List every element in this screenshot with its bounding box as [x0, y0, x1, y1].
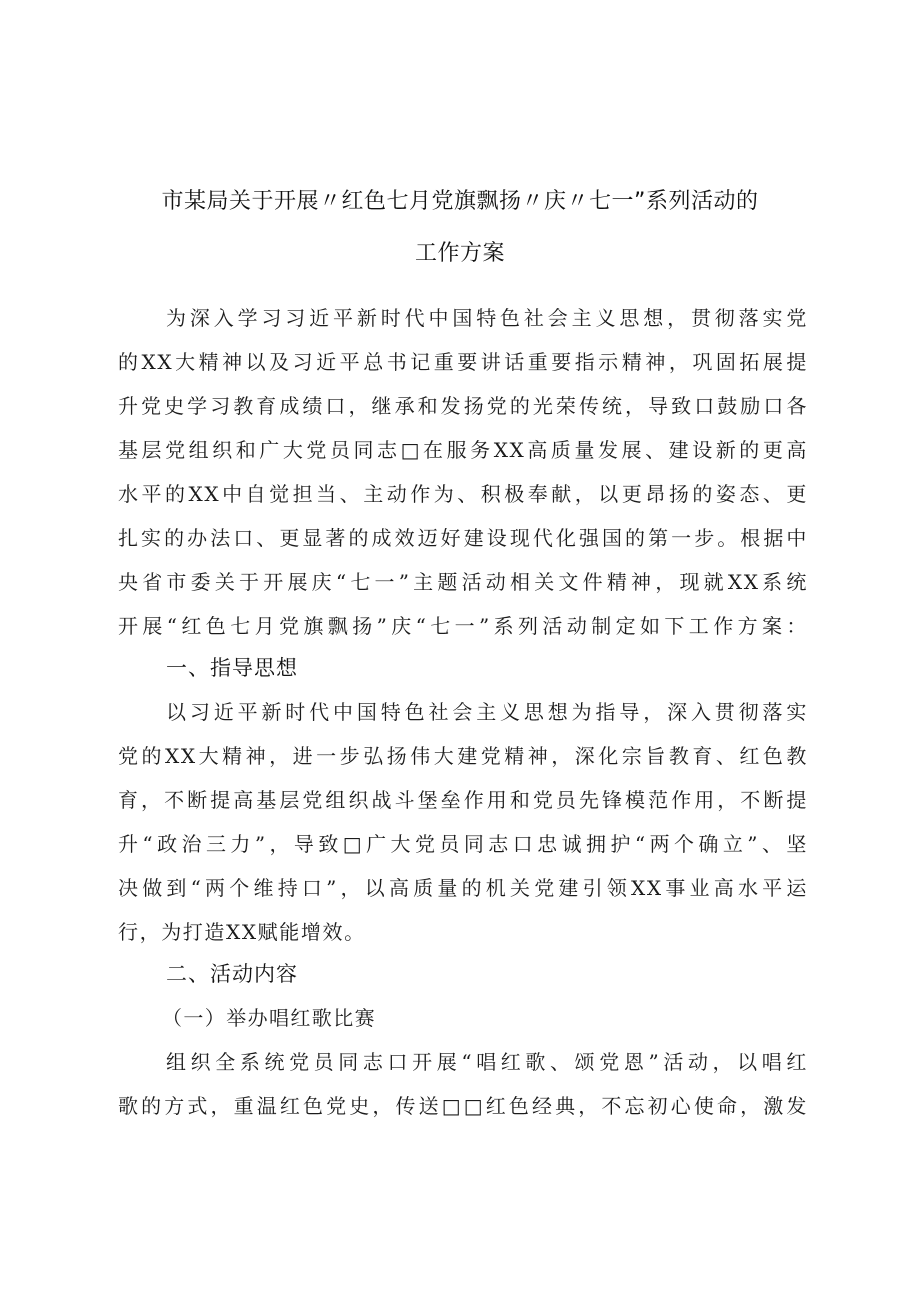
section1-line: 决做到“两个维持口”，以高质量的机关党建引领XX事业高水平运	[118, 876, 808, 900]
intro-line: 扎实的办法口、更显著的成效迈好建设现代化强国的第一步。根据中	[118, 526, 808, 550]
section2-line: 组织全系统党员同志口开展“唱红歌、颂党恩”活动，以唱红	[166, 1050, 808, 1074]
intro-line: 基层党组织和广大党员同志□在服务XX高质量发展、建设新的更高	[118, 438, 808, 462]
section1-line: 育，不断提高基层党组织战斗堡垒作用和党员先锋模范作用，不断提	[118, 788, 808, 812]
section2-line: 歌的方式，重温红色党史，传送□□红色经典，不忘初心使命，激发	[118, 1094, 808, 1118]
intro-line: 水平的XX中自觉担当、主动作为、积极奉献，以更昂扬的姿态、更	[118, 482, 808, 506]
document-title-line-1: 市某局关于开展〃红色七月党旗飘扬〃庆〃七一”系列活动的	[161, 189, 759, 214]
subsection-heading-red-song-contest: （一）举办唱红歌比赛	[162, 1006, 376, 1030]
intro-line: 升党史学习教育成绩口，继承和发扬党的光荣传统，导致口鼓励口各	[118, 394, 808, 418]
section1-line: 行，为打造XX赋能增效。	[118, 920, 366, 944]
intro-line: 为深入学习习近平新时代中国特色社会主义思想，贯彻落实党	[166, 306, 808, 330]
intro-line: 央省市委关于开展庆“七一”主题活动相关文件精神，现就XX系统	[118, 570, 808, 594]
section1-line: 党的XX大精神，进一步弘扬伟大建党精神，深化宗旨教育、红色教	[118, 744, 808, 768]
section1-line: 升“政治三力”，导致□广大党员同志口忠诚拥护“两个确立”、坚	[118, 832, 808, 856]
document-body	[118, 0, 808, 1301]
intro-line: 的XX大精神以及习近平总书记重要讲话重要指示精神，巩固拓展提	[118, 350, 808, 374]
section-heading-activity-content: 二、活动内容	[166, 962, 298, 986]
document-title-line-2: 工作方案	[414, 241, 505, 266]
intro-line: 开展“红色七月党旗飘扬”庆“七一”系列活动制定如下工作方案：	[118, 614, 808, 638]
section1-line: 以习近平新时代中国特色社会主义思想为指导，深入贯彻落实	[166, 700, 808, 724]
section-heading-guiding-ideology: 一、指导思想	[166, 656, 298, 680]
